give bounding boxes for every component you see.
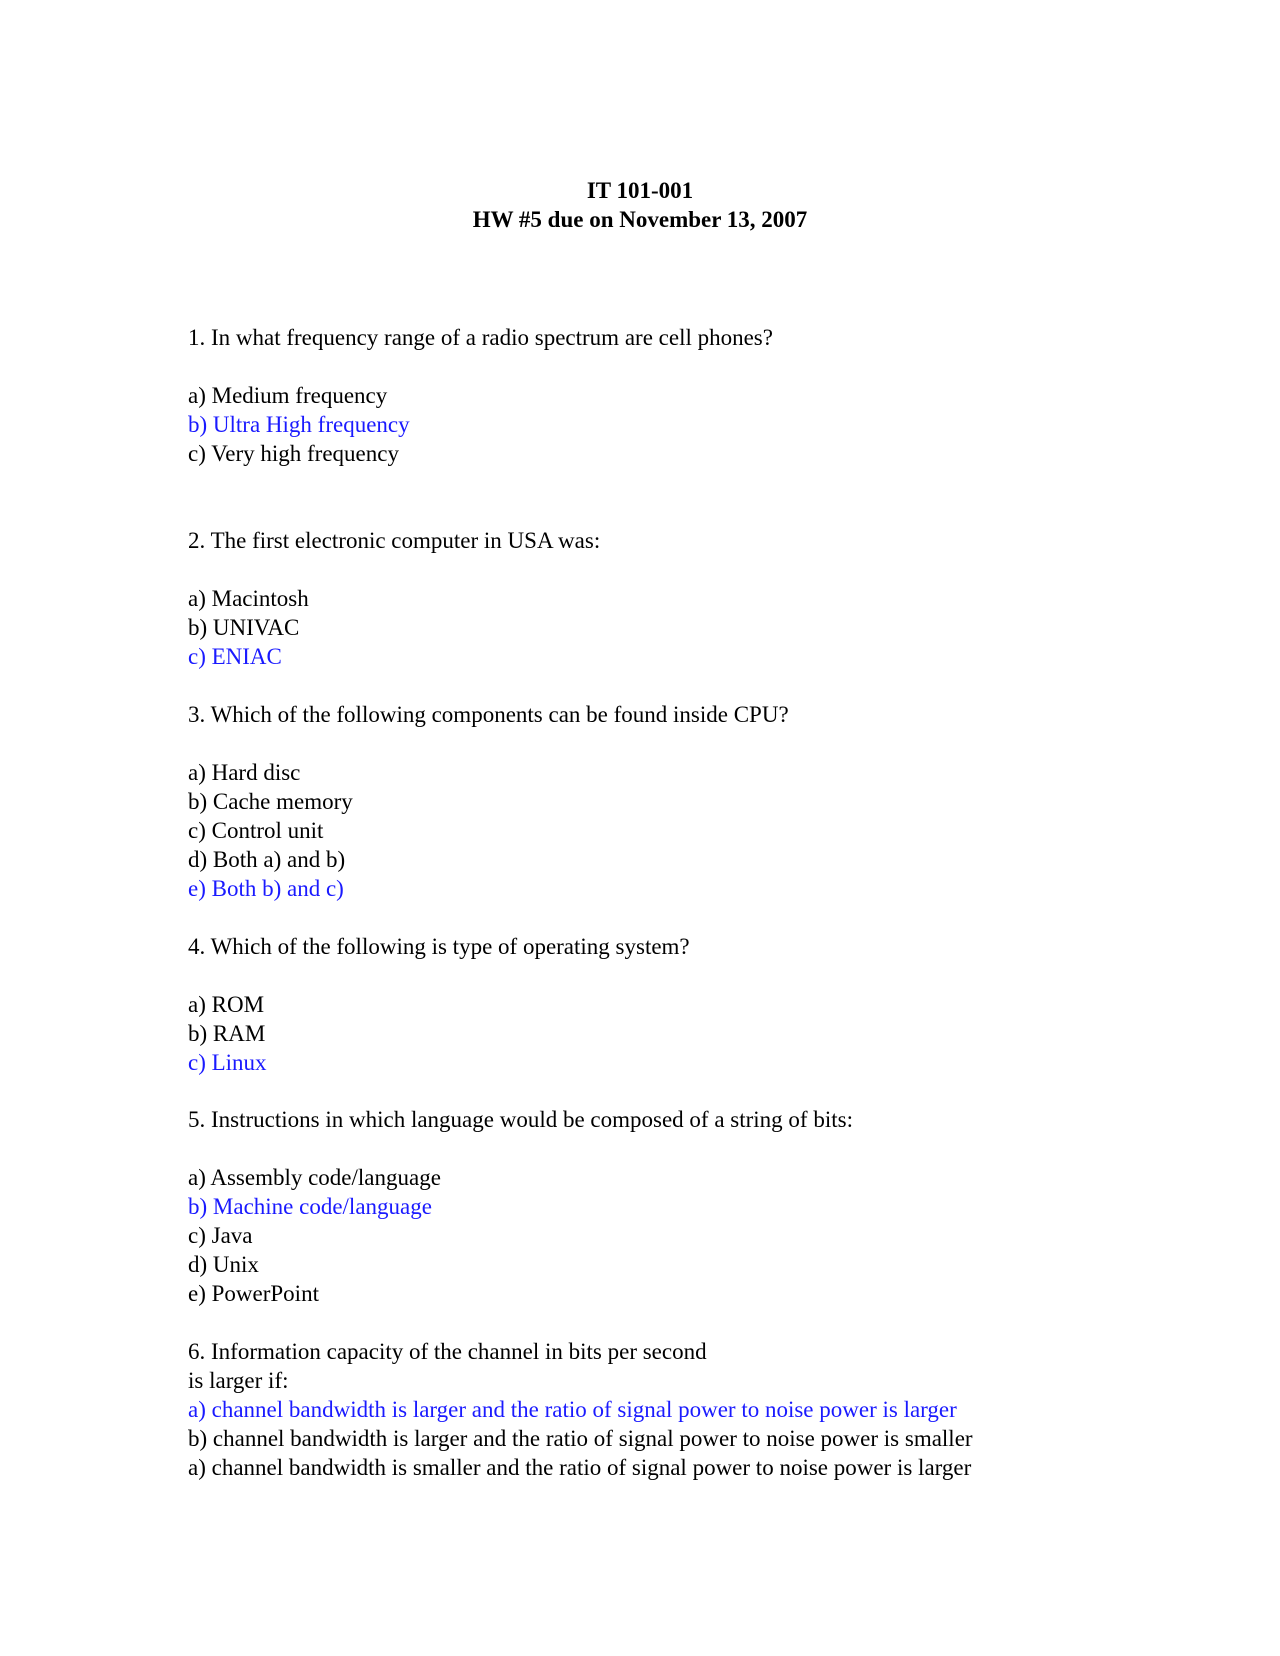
answer-option: c) Linux xyxy=(188,1050,267,1075)
question-6-text: 6. Information capacity of the channel in bits per second xyxy=(188,1339,707,1364)
option: c) Control unit xyxy=(188,818,324,843)
option: b) Cache memory xyxy=(188,789,353,814)
question-2-text: 2. The first electronic computer in USA was: xyxy=(188,528,601,553)
option: a) ROM xyxy=(188,992,265,1017)
question-3-options xyxy=(188,758,1188,903)
question-6-text-continued: is larger if: xyxy=(188,1368,289,1393)
option: d) Unix xyxy=(188,1252,259,1277)
question-4 xyxy=(188,932,1188,1077)
option: c) Very high frequency xyxy=(188,441,399,466)
option: b) RAM xyxy=(188,1021,266,1046)
option: a) Medium frequency xyxy=(188,383,388,408)
option: d) Both a) and b) xyxy=(188,847,346,872)
question-5-options xyxy=(188,1163,1188,1308)
assignment-title: HW #5 due on November 13, 2007 xyxy=(472,207,808,232)
question-5-text: 5. Instructions in which language would be composed of a string of bits: xyxy=(188,1107,853,1132)
answer-option: b) Ultra High frequency xyxy=(188,412,410,437)
question-6 xyxy=(188,1337,1188,1482)
question-1-options xyxy=(188,381,1188,468)
question-2 xyxy=(188,526,1188,671)
question-4-options xyxy=(188,990,1188,1077)
option: a) Assembly code/language xyxy=(188,1165,441,1190)
answer-option: b) Machine code/language xyxy=(188,1194,432,1219)
answer-option: e) Both b) and c) xyxy=(188,876,344,901)
answer-option: a) channel bandwidth is larger and the ratio of signal power to noise power is larger xyxy=(188,1397,957,1422)
question-3 xyxy=(188,700,1188,903)
question-1 xyxy=(188,323,1188,468)
option: a) Macintosh xyxy=(188,586,309,611)
option: b) UNIVAC xyxy=(188,615,300,640)
option: a) channel bandwidth is smaller and the ratio of signal power to noise power is larger xyxy=(188,1455,972,1480)
question-4-text: 4. Which of the following is type of operating system? xyxy=(188,934,690,959)
option: a) Hard disc xyxy=(188,760,301,785)
question-6-options xyxy=(188,1395,1188,1482)
answer-option: c) ENIAC xyxy=(188,644,282,669)
option: e) PowerPoint xyxy=(188,1281,319,1306)
question-list xyxy=(188,323,1188,1482)
question-3-text: 3. Which of the following components can be found inside CPU? xyxy=(188,702,789,727)
option: b) channel bandwidth is larger and the ratio of signal power to noise power is smaller xyxy=(188,1426,973,1451)
question-2-options xyxy=(188,584,1188,671)
question-5 xyxy=(188,1105,1188,1308)
course-title: IT 101-001 xyxy=(586,178,694,203)
option: c) Java xyxy=(188,1223,253,1248)
document-header xyxy=(0,176,1280,234)
question-1-text: 1. In what frequency range of a radio spectrum are cell phones? xyxy=(188,325,773,350)
